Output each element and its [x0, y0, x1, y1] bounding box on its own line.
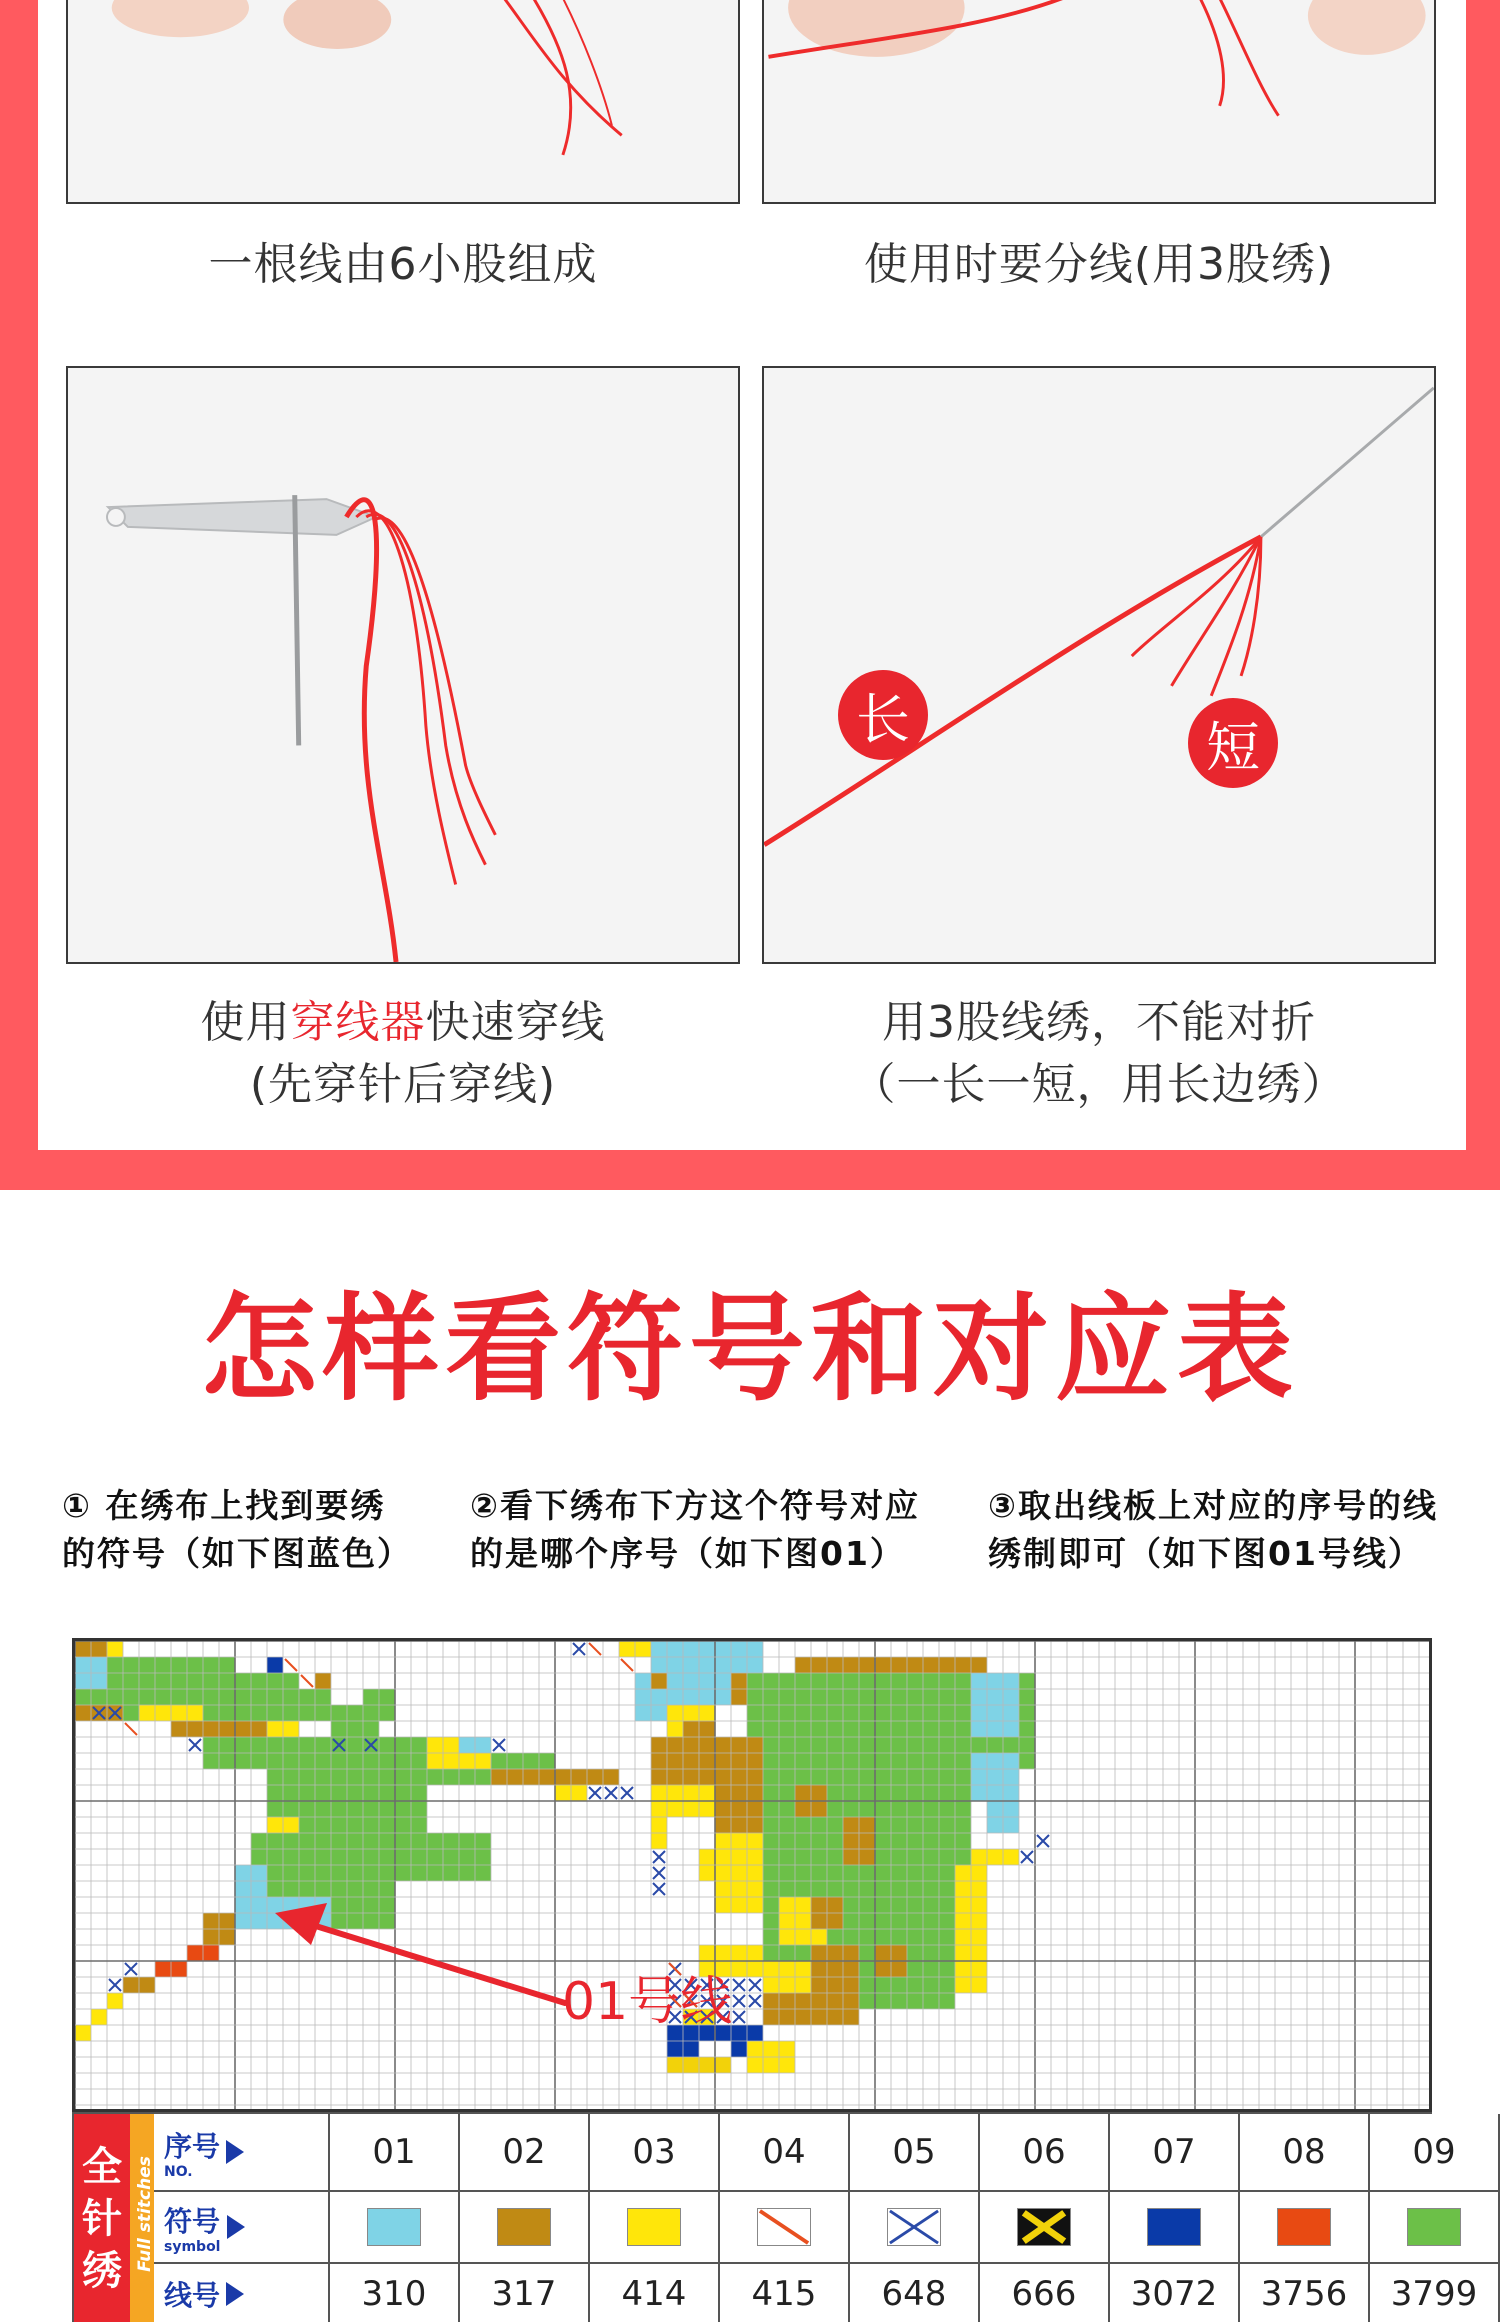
caption-long-short: 用3股线绣，不能对折 （一长一短，用长边绣） [851, 997, 1347, 1110]
legend-symbol [590, 2192, 720, 2264]
stitch-slash [301, 1675, 313, 1687]
stitch-block [811, 1945, 859, 1993]
section-title: 怎样看符号和对应表 [201, 1282, 1299, 1417]
legend-thread-code: 3756 [1240, 2264, 1370, 2322]
symbol-swatch-icon [1277, 2208, 1331, 2246]
stitch-block [107, 1641, 123, 1657]
stitch-block [107, 1993, 123, 2009]
legend-side-english: Full stitches [130, 2114, 154, 2322]
stitch-slash [125, 1723, 137, 1735]
stitch-slash [285, 1659, 297, 1671]
legend-symbol [460, 2192, 590, 2264]
stitch-block [971, 1849, 1019, 1865]
triangle-right-icon [226, 2282, 244, 2306]
split-thread-illustration [764, 0, 1434, 202]
callout-label: 01号线 [562, 1972, 733, 2032]
legend-symbol [1370, 2192, 1500, 2264]
legend-symbol [850, 2192, 980, 2264]
stitch-block [315, 1673, 331, 1689]
symbol-swatch-icon [497, 2208, 551, 2246]
stitch-slash [589, 1643, 601, 1655]
legend-thread-code: 414 [590, 2264, 720, 2322]
symbol-swatch-icon [367, 2208, 421, 2246]
step-2: ②看下绣布下方这个符号对应 的是哪个序号（如下图01） [470, 1486, 920, 1573]
photo-six-strands [66, 0, 740, 204]
step-3: ③取出线板上对应的序号的线 绣制即可（如下图01号线） [988, 1486, 1438, 1573]
legend-number: 03 [590, 2114, 720, 2192]
legend-number: 07 [1110, 2114, 1240, 2192]
photo-long-short [762, 366, 1436, 964]
thread-strands-illustration [68, 0, 738, 202]
symbol-swatch-icon [1017, 2208, 1071, 2246]
symbol-swatch-icon [1147, 2208, 1201, 2246]
legend-thread-code: 666 [980, 2264, 1110, 2322]
legend-symbol [980, 2192, 1110, 2264]
legend-thread-code: 3072 [1110, 2264, 1240, 2322]
step-1: ① 在绣布上找到要绣 的符号（如下图蓝色） [62, 1486, 412, 1573]
badge-long: 长 [838, 670, 928, 760]
legend-number: 04 [720, 2114, 850, 2192]
legend-number: 01 [330, 2114, 460, 2192]
legend-thread-code: 648 [850, 2264, 980, 2322]
stitch-grid [75, 1641, 1432, 2112]
legend-thread-code: 310 [330, 2264, 460, 2322]
legend-symbol [720, 2192, 850, 2264]
symbol-swatch-icon [887, 2208, 941, 2246]
photo-threader [66, 366, 740, 964]
caption-six-strands: 一根线由6小股组成 [208, 239, 598, 290]
legend-symbol [1240, 2192, 1370, 2264]
symbol-swatch-icon [757, 2208, 811, 2246]
long-short-illustration [764, 368, 1434, 962]
stitch-slash [621, 1659, 633, 1671]
stitch-block [267, 1657, 283, 1673]
photo-split-thread [762, 0, 1436, 204]
stitch-block [91, 2009, 107, 2025]
legend-number: 09 [1370, 2114, 1500, 2192]
legend-number: 06 [980, 2114, 1110, 2192]
symbol-swatch-icon [1407, 2208, 1461, 2246]
legend-row-head: 序号 NO. [154, 2114, 330, 2192]
symbol-swatch-icon [627, 2208, 681, 2246]
stitch-block [971, 1753, 1019, 1801]
triangle-right-icon [227, 2215, 245, 2239]
caption-threader: 使用穿线器快速穿线 (先穿针后穿线) [200, 997, 606, 1110]
threader-illustration [68, 368, 738, 962]
caption-split-thread: 使用时要分线(用3股绣) [863, 239, 1335, 290]
stitch-block [715, 1833, 763, 1913]
cross-stitch-chart [72, 1638, 1432, 2112]
legend-side-label: 全 针 绣 [74, 2114, 130, 2322]
legend-number: 02 [460, 2114, 590, 2192]
legend-number: 08 [1240, 2114, 1370, 2192]
legend-thread-code: 415 [720, 2264, 850, 2322]
legend-row-head: 线号 [154, 2264, 330, 2322]
legend-number: 05 [850, 2114, 980, 2192]
legend-table [72, 2112, 1478, 2322]
legend-thread-code: 317 [460, 2264, 590, 2322]
badge-short: 短 [1188, 698, 1278, 788]
legend-symbol [330, 2192, 460, 2264]
triangle-right-icon [226, 2140, 244, 2164]
stitch-block [75, 2025, 91, 2041]
legend-symbol [1110, 2192, 1240, 2264]
legend-thread-code: 3799 [1370, 2264, 1500, 2322]
legend-row-head: 符号 symbol [154, 2192, 330, 2264]
stitch-block [651, 1673, 667, 1689]
